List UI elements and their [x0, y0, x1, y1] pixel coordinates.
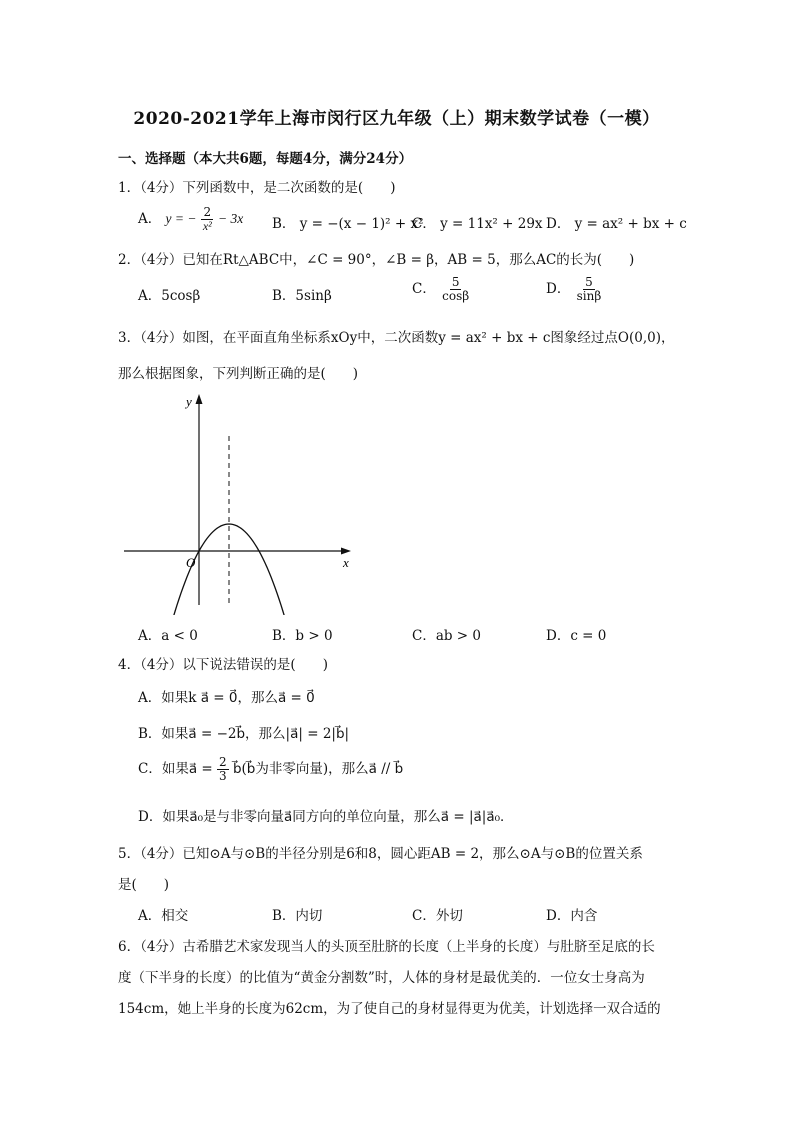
q5-option-a: A．相交: [138, 908, 189, 924]
parabola-figure: [110, 390, 370, 615]
q4-stem: 4．（4分）以下说法错误的是( ): [118, 657, 328, 673]
q3-stem-line1: 3．（4分）如图，在平面直角坐标系xOy中，二次函数y = ax² + bx + c图象经过点O(0,0)，: [118, 330, 675, 346]
q4-option-c-post: b⃗(b⃗为非零向量)，那么a⃗ // b⃗: [232, 761, 404, 778]
q2-option-d-denominator: sinβ: [576, 289, 602, 304]
q4-option-d: D．如果a⃗₀是与非零向量a⃗同方向的单位向量，那么a⃗ = |a⃗|a⃗₀．: [138, 809, 514, 825]
exam-title: 2020-2021学年上海市闵行区九年级（上）期末数学试卷（一模）: [133, 109, 660, 129]
q1-option-a: [138, 206, 243, 233]
q2-option-c-numerator: 5: [451, 275, 460, 289]
q5-stem-line1: 5．（4分）已知⊙A与⊙B的半径分别是6和8，圆心距AB = 2，那么⊙A与⊙B的位置关系: [118, 846, 643, 862]
y-axis-label: y: [186, 394, 192, 409]
section-heading: 一、选择题（本大共6题，每题4分，满分24分）: [118, 151, 413, 167]
q1-option-b: B． y = −(x − 1)² + x²: [272, 216, 424, 232]
q3-option-b: B．b > 0: [272, 628, 333, 644]
q6-line2: 度（下半身的长度）的比值为“黄金分割数”时，人体的身材是最优美的．一位女士身高为: [118, 970, 645, 986]
x-axis-label: x: [343, 555, 349, 570]
q5-option-d: D．内含: [546, 908, 598, 924]
q4-option-c-numerator: 2: [219, 755, 227, 769]
q5-option-c: C．外切: [412, 908, 463, 924]
y-axis-arrow: [196, 394, 203, 404]
q1-option-a-numerator: 2: [203, 205, 212, 219]
q1-option-d: D． y = ax² + bx + c: [546, 216, 687, 232]
q1-option-a-post: − 3x: [218, 211, 244, 227]
q6-line3: 154cm，她上半身的长度为62cm，为了使自己的身材显得更为优美，计划选择一双合适的: [118, 1001, 661, 1017]
q4-option-a: A．如果k a⃗ = 0⃗，那么a⃗ = 0⃗: [138, 690, 315, 706]
q4-option-c: [138, 756, 403, 783]
q1-option-a-fraction: [201, 206, 214, 233]
parabola-curve: [159, 524, 297, 615]
q2-option-c-fraction: [440, 276, 471, 303]
q3-option-d: D．c = 0: [546, 628, 607, 644]
q4-option-c-denominator: 3: [219, 769, 227, 784]
q4-option-c-fraction: [217, 756, 229, 783]
q1-option-a-label: A．: [138, 211, 162, 228]
q5-stem-line2: 是( ): [118, 877, 170, 893]
q2-option-d: [546, 276, 603, 303]
q2-option-a: A．5cosβ: [138, 288, 201, 304]
q2-option-b: B．5sinβ: [272, 288, 332, 304]
q2-option-c-denominator: cosβ: [442, 289, 470, 304]
q2-option-d-numerator: 5: [585, 275, 593, 289]
q2-option-d-label: D．: [546, 281, 571, 298]
q5-option-b: B．内切: [272, 908, 323, 924]
q4-option-b: B．如果a⃗ = −2b⃗，那么|a⃗| = 2|b⃗|: [138, 726, 350, 742]
q2-option-c: [412, 276, 471, 303]
q6-line1: 6．（4分）古希腊艺术家发现当人的头顶至肚脐的长度（上半身的长度）与肚脐至足底的长: [118, 939, 655, 955]
q2-option-c-label: C．: [412, 281, 436, 298]
q1-option-a-pre: y = −: [165, 211, 197, 227]
q1-option-a-denominator: x²: [202, 219, 212, 234]
q4-option-c-pre: C．如果a⃗ =: [138, 761, 213, 778]
q1-stem: 1．（4分）下列函数中，是二次函数的是( ): [118, 180, 396, 196]
x-axis-arrow: [341, 548, 351, 555]
q3-stem-line2: 那么根据图象，下列判断正确的是( ): [118, 366, 359, 382]
origin-label: O: [186, 555, 196, 570]
q1-option-c: C． y = 11x² + 29x: [412, 216, 543, 232]
q2-option-d-fraction: [575, 276, 604, 303]
q3-option-c: C．ab > 0: [412, 628, 482, 644]
q3-option-a: A．a < 0: [138, 628, 198, 644]
q2-stem: 2．（4分）已知在Rt△ABC中，∠C = 90°，∠B = β，AB = 5，那么AC的长为( ): [118, 252, 635, 268]
